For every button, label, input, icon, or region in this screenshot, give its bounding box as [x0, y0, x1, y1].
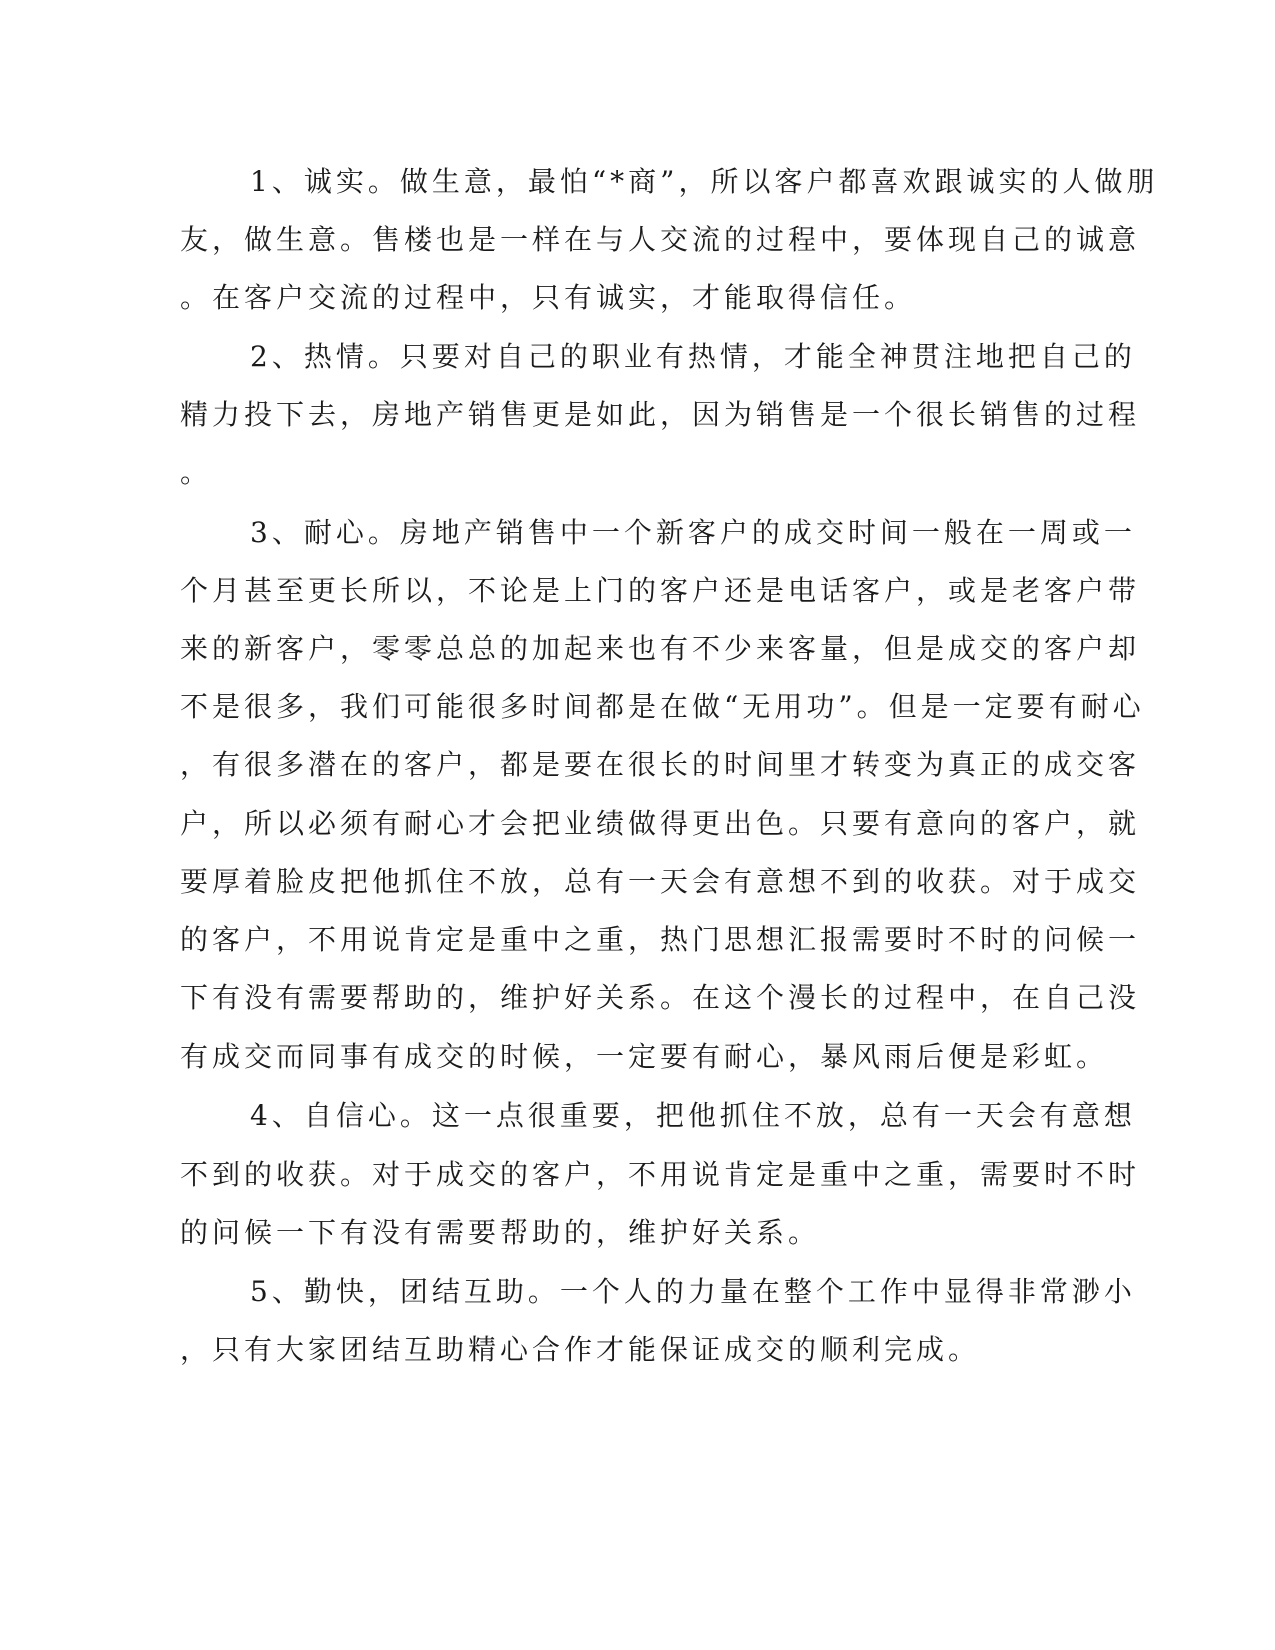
- paragraph-3-line-10: 有成交而同事有成交的时候，一定要有耐心，暴风雨后便是彩虹。: [180, 1040, 1109, 1073]
- paragraph-3-line-8: 的客户，不用说肯定是重中之重，热门思想汇报需要时不时的问候一: [180, 923, 1141, 956]
- paragraph-3-line-2: 个月甚至更长所以，不论是上门的客户还是电话客户，或是老客户带: [180, 574, 1141, 607]
- paragraph-3-line-9: 下有没有需要帮助的，维护好关系。在这个漫长的过程中，在自己没: [180, 981, 1141, 1014]
- paragraph-1-line-3: 。在客户交流的过程中，只有诚实，才能取得信任。: [180, 281, 917, 314]
- paragraph-3-line-5: ，有很多潜在的客户，都是要在很长的时间里才转变为真正的成交客: [180, 748, 1141, 781]
- paragraph-3-line-3: 来的新客户，零零总总的加起来也有不少来客量，但是成交的客户却: [180, 632, 1141, 665]
- paragraph-3-line-1: 3、耐心。房地产销售中一个新客户的成交时间一般在一周或一: [250, 516, 1136, 549]
- paragraph-3-line-4: 不是很多，我们可能很多时间都是在做“无用功”。但是一定要有耐心: [180, 690, 1145, 723]
- paragraph-4-line-1: 4、自信心。这一点很重要，把他抓住不放，总有一天会有意想: [250, 1099, 1136, 1132]
- paragraph-1-line-2: 友，做生意。售楼也是一样在与人交流的过程中，要体现自己的诚意: [180, 223, 1141, 256]
- paragraph-2-line-2: 精力投下去，房地产销售更是如此，因为销售是一个很长销售的过程: [180, 398, 1141, 431]
- paragraph-2-line-1: 2、热情。只要对自己的职业有热情，才能全神贯注地把自己的: [250, 340, 1136, 373]
- paragraph-4-line-2: 不到的收获。对于成交的客户，不用说肯定是重中之重，需要时不时: [180, 1158, 1141, 1191]
- paragraph-3-line-6: 户，所以必须有耐心才会把业绩做得更出色。只要有意向的客户，就: [180, 807, 1141, 840]
- paragraph-3-line-7: 要厚着脸皮把他抓住不放，总有一天会有意想不到的收获。对于成交: [180, 865, 1141, 898]
- paragraph-5-line-2: ，只有大家团结互助精心合作才能保证成交的顺利完成。: [180, 1333, 981, 1366]
- paragraph-1-line-1: 1、诚实。做生意，最怕“*商”，所以客户都喜欢跟诚实的人做朋: [250, 165, 1159, 198]
- paragraph-4-line-3: 的问候一下有没有需要帮助的，维护好关系。: [180, 1216, 821, 1249]
- paragraph-5-line-1: 5、勤快，团结互助。一个人的力量在整个工作中显得非常渺小: [250, 1275, 1136, 1308]
- paragraph-2-line-3: 。: [180, 456, 213, 489]
